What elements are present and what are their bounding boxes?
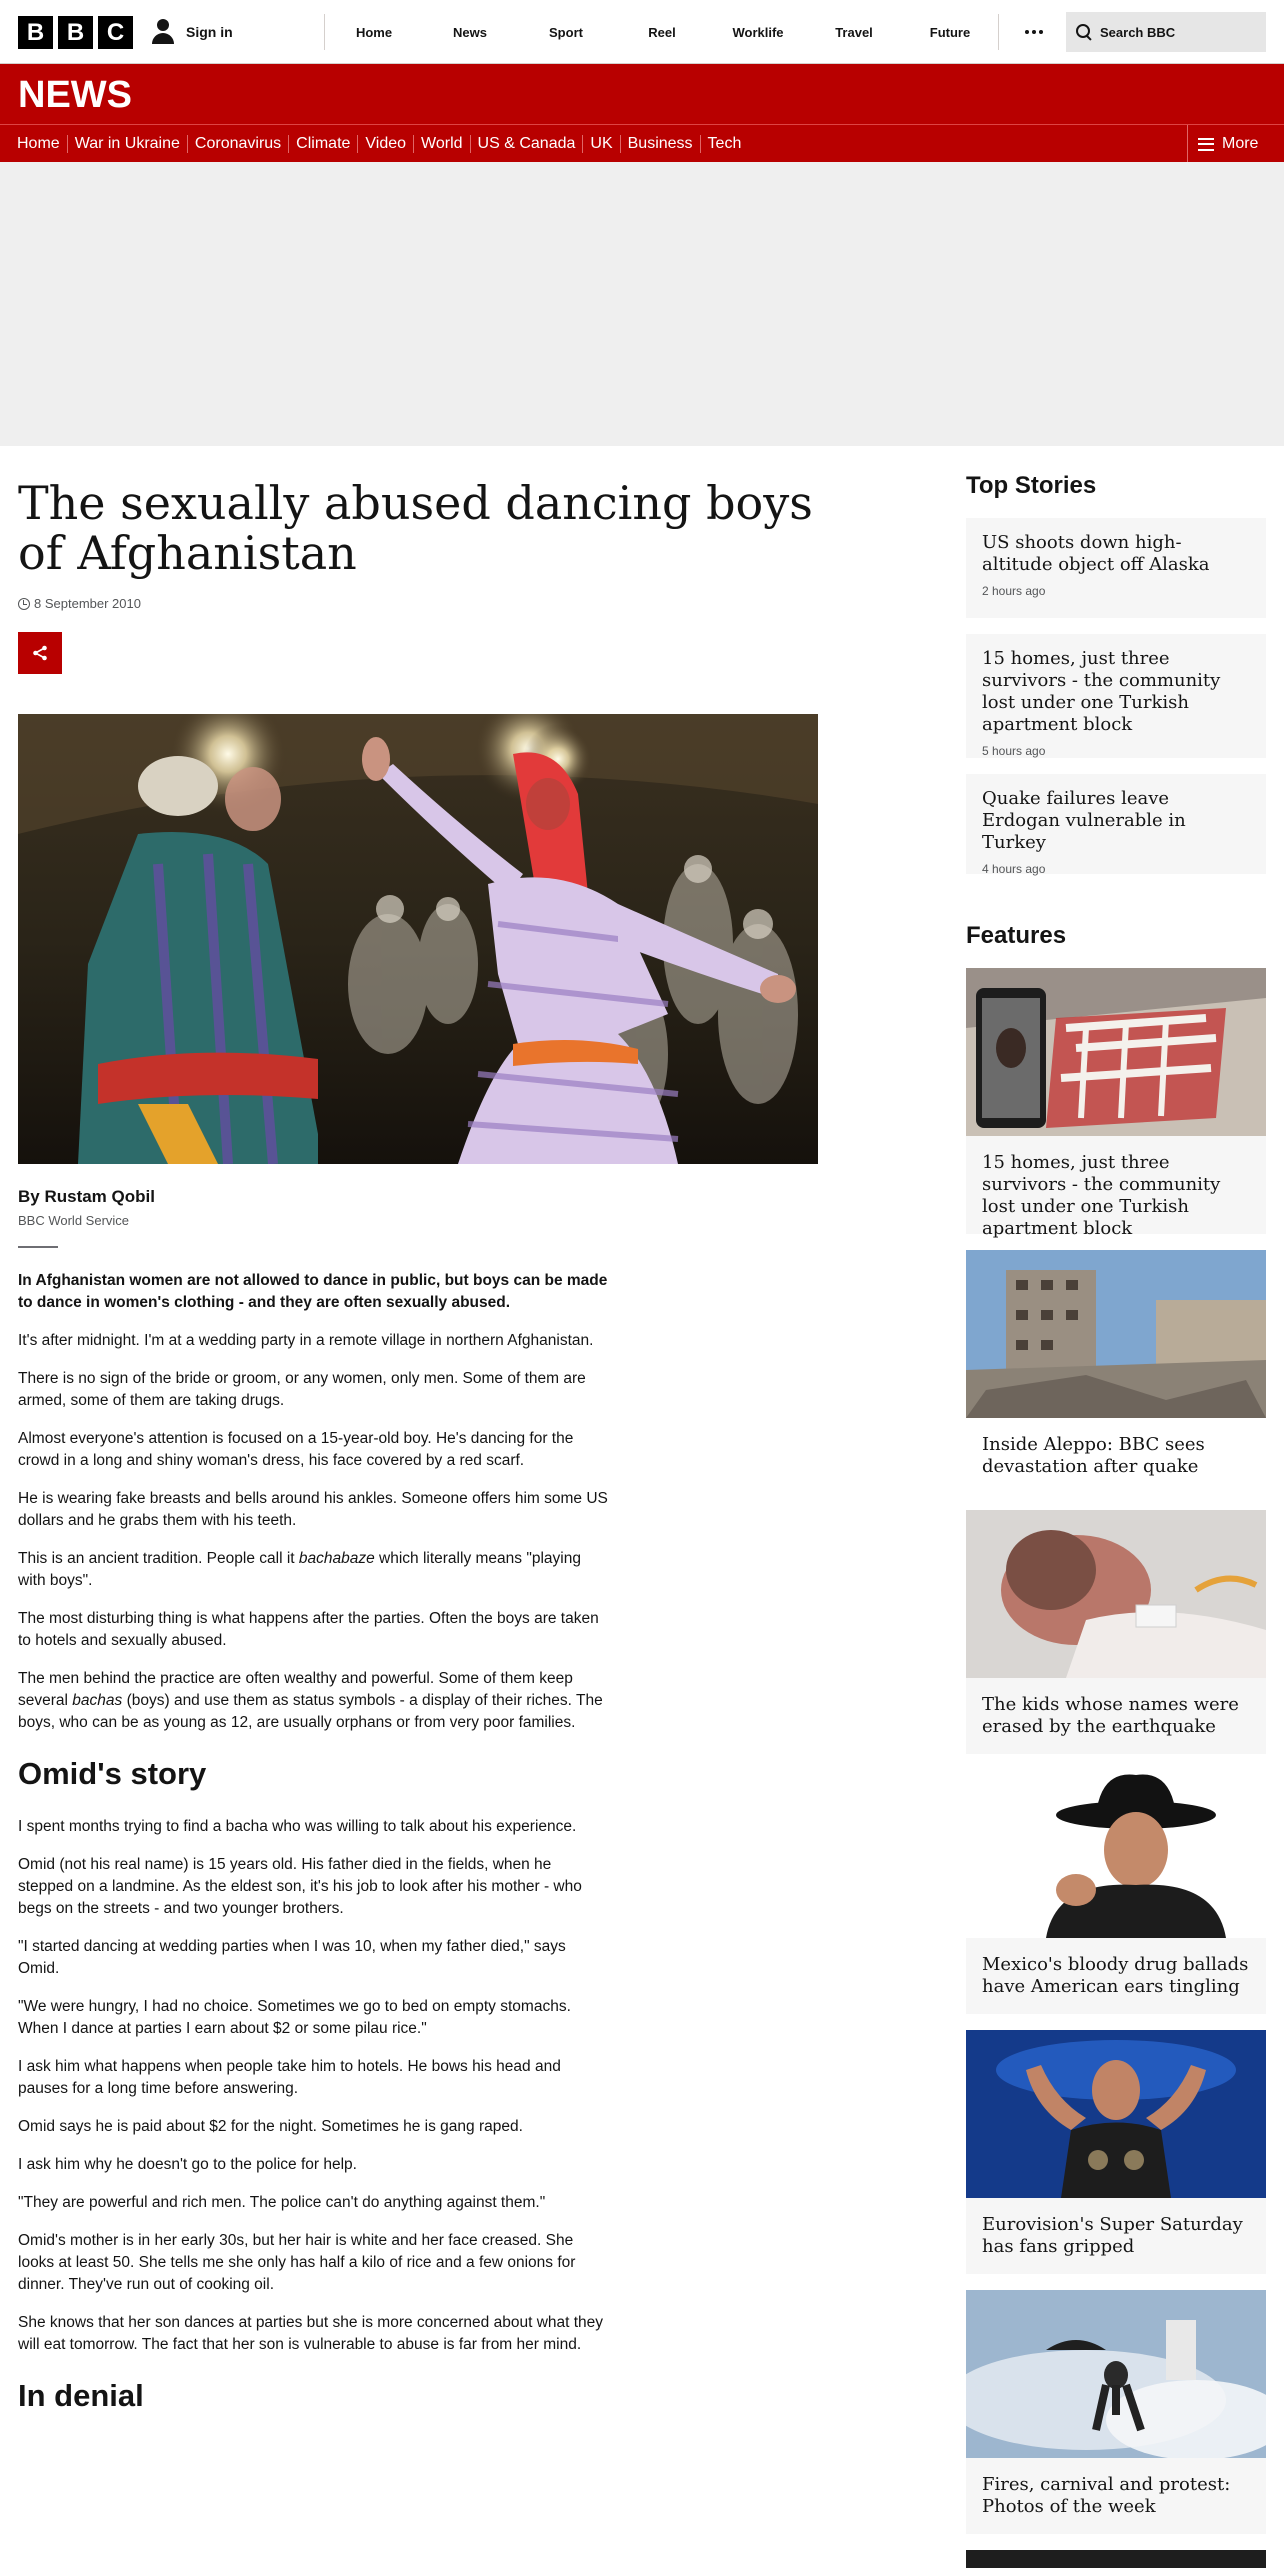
byline-author: By Rustam Qobil bbox=[18, 1187, 155, 1206]
search-icon bbox=[1076, 24, 1092, 40]
share-icon bbox=[32, 645, 48, 661]
article-hero-image bbox=[18, 714, 818, 1164]
search-box[interactable] bbox=[1066, 12, 1266, 52]
clock-icon bbox=[18, 598, 30, 610]
more-menu-icon[interactable] bbox=[1016, 18, 1052, 46]
global-nav-reel[interactable]: Reel bbox=[648, 24, 676, 40]
global-nav-news[interactable]: News bbox=[453, 24, 487, 40]
article-paragraph: "They are powerful and rich men. The police can't do anything against them." bbox=[18, 2194, 546, 2211]
news-subnav bbox=[0, 124, 1284, 162]
article-paragraph: I ask him what happens when people take him to hotels. He bows his head and pauses for a long time before answering. bbox=[18, 2058, 561, 2097]
feature-card[interactable] bbox=[966, 2290, 1266, 2534]
article-paragraph: I ask him why he doesn't go to the police for help. bbox=[18, 2156, 357, 2173]
search-label: Search BBC bbox=[1100, 24, 1176, 40]
article-date bbox=[18, 596, 141, 611]
text-run: which literally means "playing with boys". bbox=[18, 1550, 581, 1589]
feature-image bbox=[966, 1770, 1266, 1938]
feature-title: Inside Aleppo: BBC sees devastation after quake bbox=[982, 1434, 1205, 1477]
subnav-item-us-canada[interactable]: US & Canada bbox=[471, 135, 584, 153]
top-story-timestamp: 2 hours ago bbox=[982, 584, 1046, 598]
feature-card[interactable] bbox=[966, 1770, 1266, 2014]
subheading-in-denial: In denial bbox=[18, 2378, 144, 2413]
feature-image bbox=[966, 1250, 1266, 1418]
top-story-card[interactable] bbox=[966, 518, 1266, 618]
article-paragraph bbox=[18, 1668, 608, 1734]
article-paragraph: Omid says he is paid about $2 for the night. Sometimes he is gang raped. bbox=[18, 2118, 523, 2135]
top-stories-heading: Top Stories bbox=[966, 472, 1097, 499]
article-paragraph: "We were hungry, I had no choice. Sometimes we go to bed on empty stomachs. When I dance at parties I earn about $2 or some pilau rice." bbox=[18, 1998, 571, 2037]
emphasis-bachas: bachas bbox=[72, 1692, 123, 1709]
subheading-omids-story: Omid's story bbox=[18, 1756, 207, 1791]
article-paragraph: She knows that her son dances at parties but she is more concerned about what they will eat tomorrow. The fact that her son is vulnerable to abuse is far from her mind. bbox=[18, 2314, 604, 2353]
header-divider bbox=[324, 14, 325, 50]
subnav-item-coronavirus[interactable]: Coronavirus bbox=[188, 135, 289, 153]
article-paragraph: He is wearing fake breasts and bells around his ankles. Someone offers him some US dollars and he grabs them with his teeth. bbox=[18, 1490, 608, 1529]
dancing-boy-photo bbox=[18, 714, 818, 1164]
sign-in-link[interactable] bbox=[150, 16, 233, 48]
subnav-item-home[interactable]: Home bbox=[10, 135, 68, 153]
article-paragraph: Almost everyone's attention is focused on a 15-year-old boy. He's dancing for the crowd in a long and shiny woman's dress, his face covered by a red scarf. bbox=[18, 1430, 574, 1469]
subnav-item-business[interactable]: Business bbox=[621, 135, 701, 153]
feature-card[interactable] bbox=[966, 968, 1266, 1239]
article-paragraph: Omid's mother is in her early 30s, but her hair is white and her face creased. She looks at least 50. She tells me she only has half a kilo of rice and a few onions for dinner. They've run out of cooking oil. bbox=[18, 2232, 576, 2293]
news-logo[interactable]: NEWS bbox=[18, 74, 132, 116]
global-nav bbox=[326, 0, 998, 64]
subnav-item-climate[interactable]: Climate bbox=[289, 135, 358, 153]
sign-in-label: Sign in bbox=[186, 24, 233, 40]
byline-divider bbox=[18, 1246, 58, 1248]
top-story-card[interactable] bbox=[966, 774, 1266, 874]
global-nav-home[interactable]: Home bbox=[355, 24, 393, 40]
user-icon bbox=[150, 18, 176, 46]
article-intro: In Afghanistan women are not allowed to dance in public, but boys can be made to dance in women's clothing - and they are often sexually abused. bbox=[18, 1272, 608, 1311]
subnav-item-uk[interactable]: UK bbox=[583, 135, 620, 153]
top-story-title: 15 homes, just three survivors - the community lost under one Turkish apartment block bbox=[982, 648, 1221, 735]
article-paragraph: "I started dancing at wedding parties when I was 10, when my father died," says Omid. bbox=[18, 1938, 566, 1977]
article-body bbox=[18, 1270, 608, 2438]
top-story-card[interactable] bbox=[966, 634, 1266, 758]
share-button[interactable] bbox=[18, 632, 62, 674]
global-nav-travel[interactable]: Travel bbox=[835, 24, 873, 40]
top-story-timestamp: 4 hours ago bbox=[982, 862, 1046, 876]
feature-card[interactable] bbox=[966, 1510, 1266, 1754]
feature-image bbox=[966, 2290, 1266, 2458]
text-run: This is an ancient tradition. People call it bbox=[18, 1550, 299, 1567]
article-paragraph: The most disturbing thing is what happens after the parties. Often the boys are taken to hotels and sexually abused. bbox=[18, 1610, 599, 1649]
global-nav-future[interactable]: Future bbox=[929, 24, 971, 40]
article-paragraph: It's after midnight. I'm at a wedding party in a remote village in northern Afghanistan. bbox=[18, 1332, 594, 1349]
bbc-global-header bbox=[0, 0, 1284, 64]
feature-card[interactable] bbox=[966, 2030, 1266, 2274]
emphasis-bachabaze: bachabaze bbox=[298, 1550, 375, 1567]
feature-title: Eurovision's Super Saturday has fans gripped bbox=[982, 2214, 1243, 2257]
article-paragraph: I spent months trying to find a bacha who was willing to talk about his experience. bbox=[18, 1818, 577, 1835]
feature-image bbox=[966, 1510, 1266, 1678]
subnav-more-label: More bbox=[1222, 135, 1259, 152]
bbc-logo[interactable] bbox=[18, 16, 133, 49]
feature-image bbox=[966, 2030, 1266, 2198]
subnav-item-video[interactable]: Video bbox=[358, 135, 414, 153]
feature-title: Fires, carnival and protest: Photos of the week bbox=[982, 2474, 1231, 2517]
top-story-title: Quake failures leave Erdogan vulnerable in Turkey bbox=[982, 788, 1186, 853]
feature-card[interactable] bbox=[966, 2550, 1266, 2568]
feature-card[interactable] bbox=[966, 1250, 1266, 1477]
news-masthead bbox=[0, 64, 1284, 124]
features-heading: Features bbox=[966, 922, 1067, 949]
global-nav-worklife[interactable]: Worklife bbox=[732, 24, 784, 40]
article-headline: The sexually abused dancing boys of Afghanistan bbox=[18, 476, 813, 580]
article-paragraph bbox=[18, 1548, 608, 1592]
subnav-item-world[interactable]: World bbox=[414, 135, 471, 153]
text-run: (boys) and use them as status symbols - a display of their riches. The boys, who can be as young as 12, are usually orphans or from very poor families. bbox=[18, 1692, 603, 1731]
top-story-timestamp: 5 hours ago bbox=[982, 744, 1046, 758]
article-paragraph: There is no sign of the bride or groom, or any women, only men. Some of them are armed, some of them are taking drugs. bbox=[18, 1370, 586, 1409]
bbc-logo-letter-b2: B bbox=[58, 16, 93, 49]
feature-title: The kids whose names were erased by the earthquake bbox=[982, 1694, 1239, 1737]
top-story-title: US shoots down high-altitude object off Alaska bbox=[982, 532, 1210, 575]
bbc-logo-letter-c: C bbox=[98, 16, 133, 49]
byline-role: BBC World Service bbox=[18, 1213, 130, 1228]
feature-image bbox=[966, 968, 1266, 1136]
bbc-logo-letter-b1: B bbox=[18, 16, 53, 49]
text-run: The men behind the practice are often wealthy and powerful. Some of them keep several bbox=[18, 1670, 573, 1709]
subnav-item-war-in-ukraine[interactable]: War in Ukraine bbox=[68, 135, 188, 153]
header-divider bbox=[998, 14, 999, 50]
article-date-text: 8 September 2010 bbox=[34, 596, 141, 611]
global-nav-sport[interactable]: Sport bbox=[549, 24, 583, 40]
feature-title: Mexico's bloody drug ballads have American ears tingling bbox=[982, 1954, 1249, 1997]
subnav-more-button[interactable] bbox=[1187, 125, 1284, 163]
advertisement-banner bbox=[0, 162, 1284, 446]
article-paragraph: Omid (not his real name) is 15 years old. His father died in the fields, when he stepped on a landmine. As the eldest son, it's his job to look after his mother - who begs on the streets - and two younger brothers. bbox=[18, 1856, 582, 1917]
feature-title: 15 homes, just three survivors - the community lost under one Turkish apartment block bbox=[982, 1152, 1221, 1239]
subnav-item-tech[interactable]: Tech bbox=[707, 135, 742, 152]
hamburger-icon bbox=[1198, 138, 1214, 151]
